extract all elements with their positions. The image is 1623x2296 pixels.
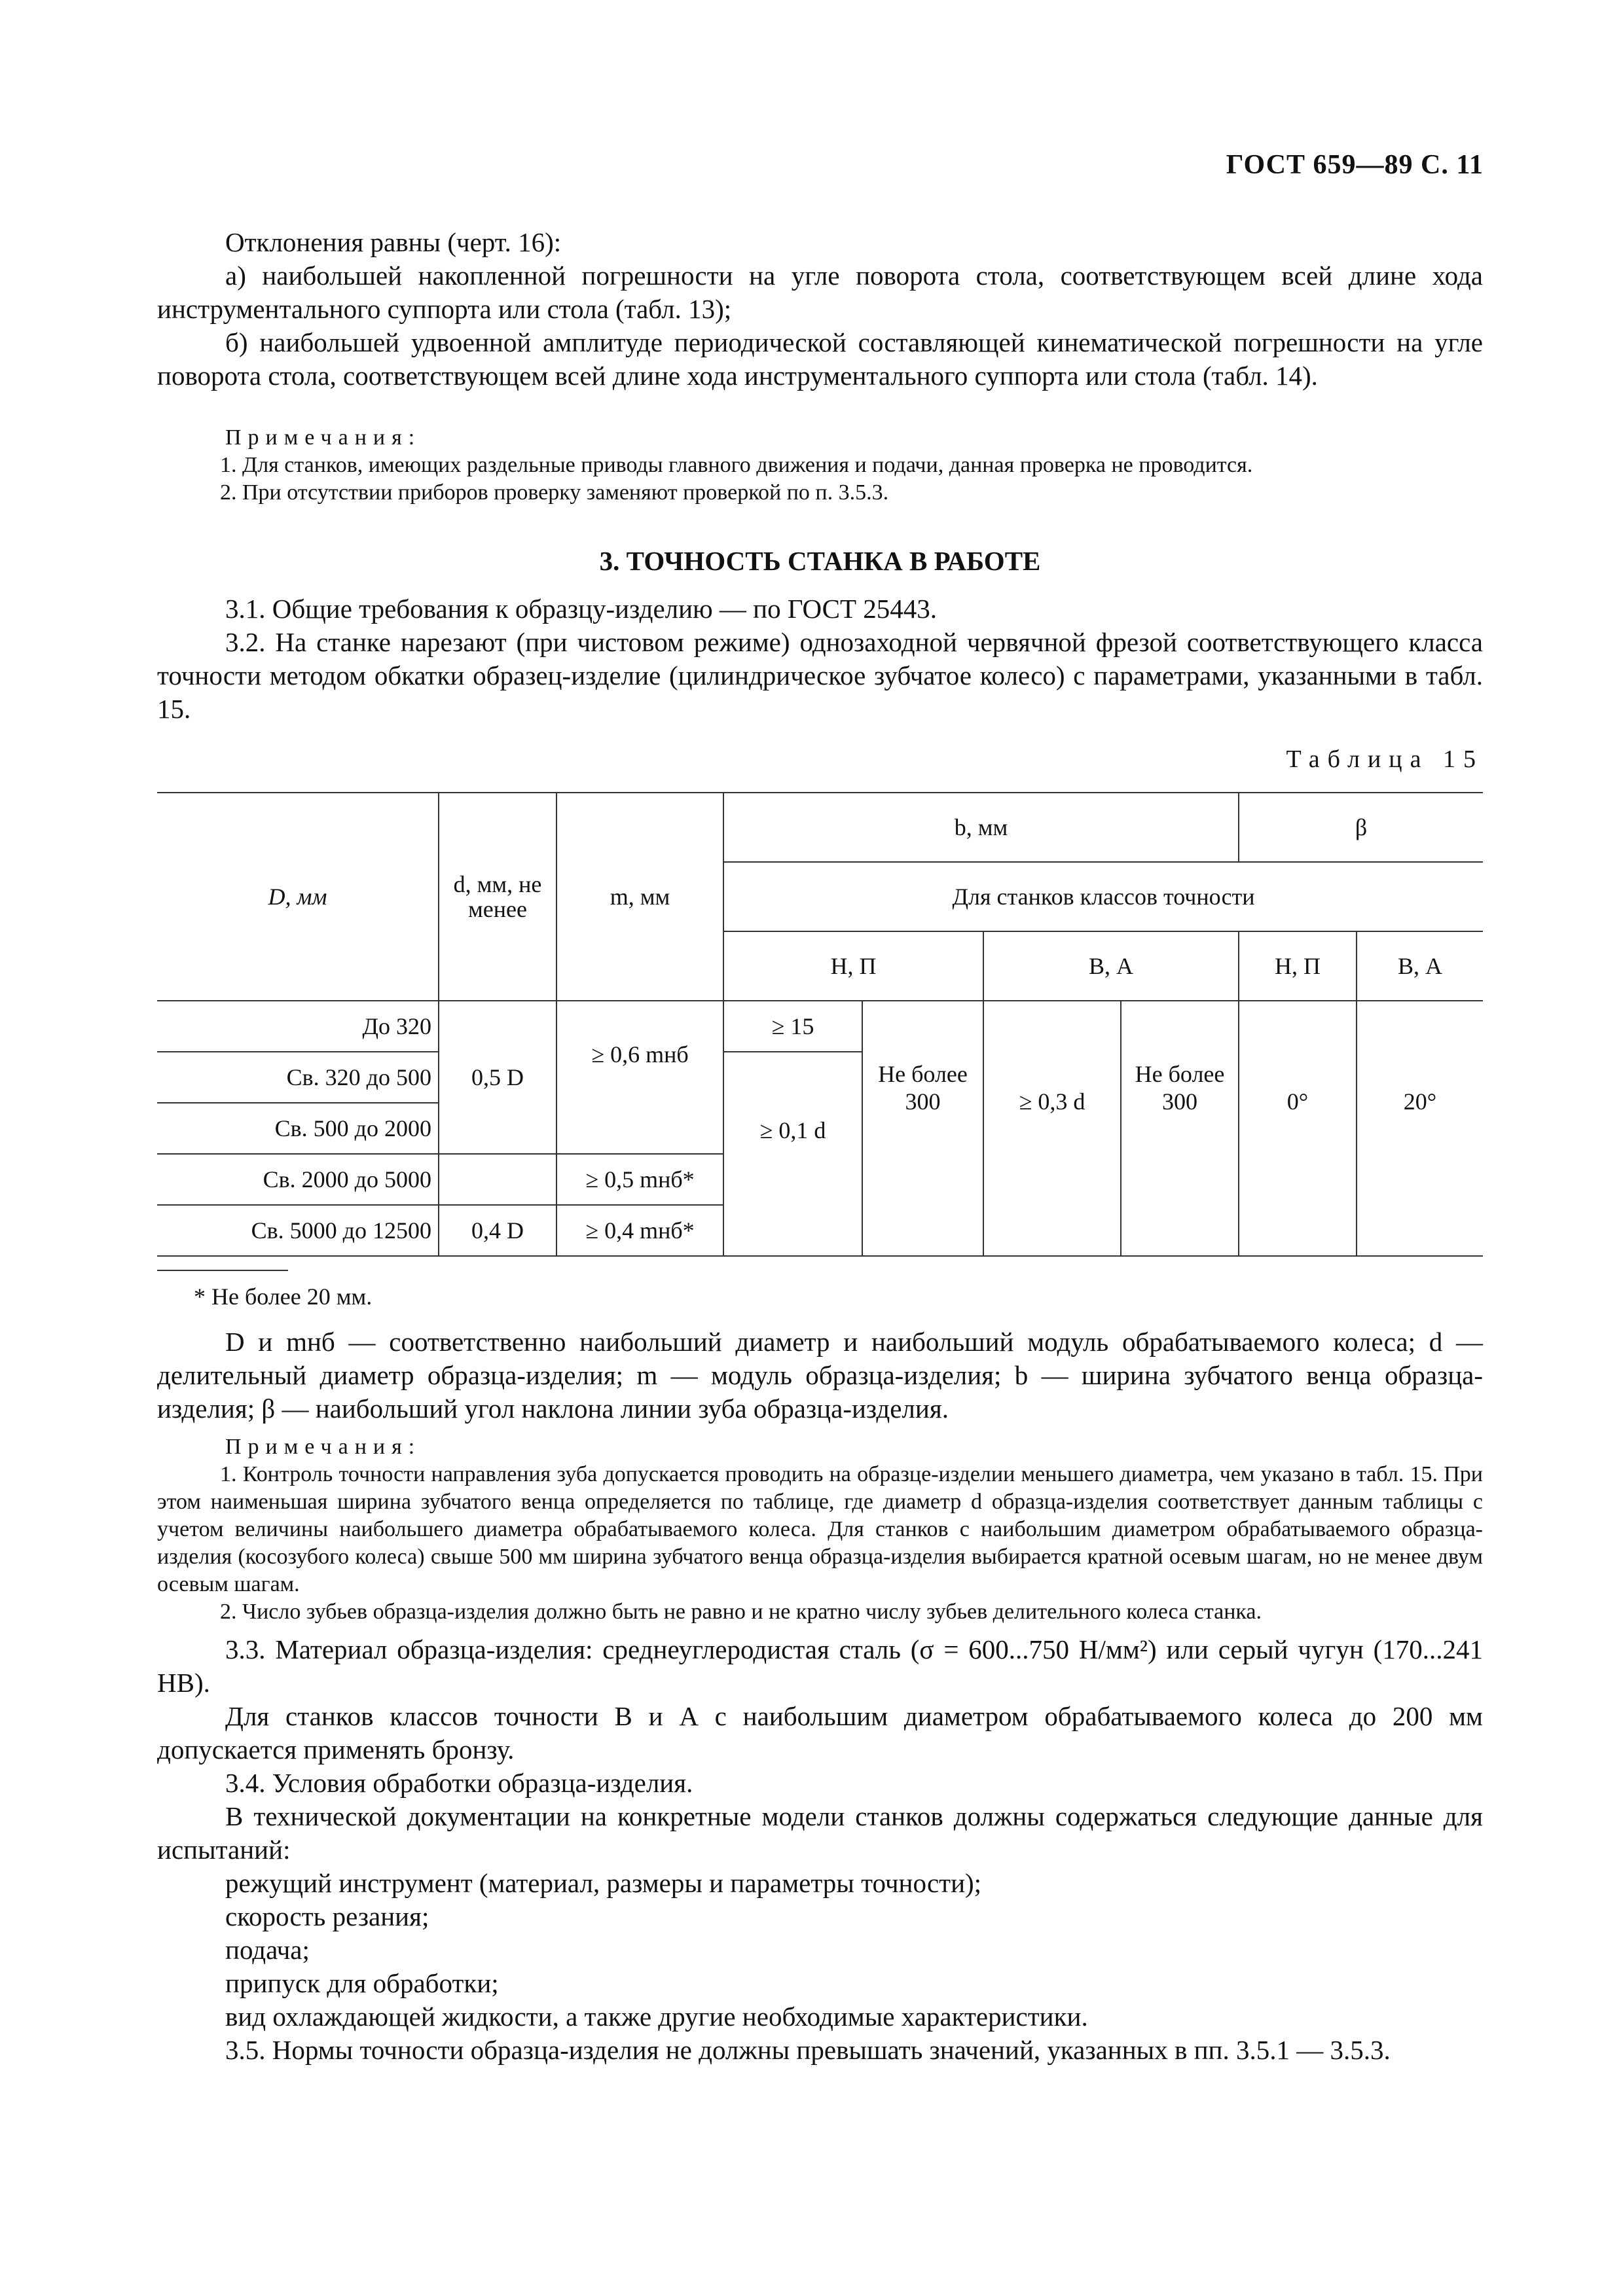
- table-cell-D: Св. 320 до 500: [157, 1052, 439, 1103]
- page-header: ГОСТ 659—89 С. 11: [1226, 150, 1484, 180]
- paragraph-3-3-b: Для станков классов точности В и А с наибольшим диаметром обрабатываемого колеса до 200 мм допускается применять бронзу.: [157, 1701, 1483, 1765]
- table-cell-m: ≥ 0,5 mнб*: [556, 1154, 723, 1205]
- table-cell-D: До 320: [157, 1001, 439, 1052]
- header-classes: Для станков классов точности: [723, 862, 1483, 931]
- definitions-block: [157, 1325, 1483, 1426]
- intro-item-b: б) наибольшей удвоенной амплитуде периодической составляющей кинематической погрешности на угле поворота стола, соответствующем всей длине хода инструментального суппорта или стола (табл. 14).: [157, 327, 1483, 391]
- table-cell-d: [439, 1154, 556, 1205]
- notes-heading: Примечания:: [225, 425, 422, 450]
- list-item: вид охлаждающей жидкости, а также другие необходимые характеристики.: [225, 2001, 1088, 2032]
- table-cell-b-np: ≥ 15: [723, 1001, 862, 1052]
- paragraph-3-4-b: В технической документации на конкретные модели станков должны содержаться следующие данные для испытаний:: [157, 1801, 1483, 1865]
- notes-block-1: [157, 424, 1483, 507]
- intro-block: [157, 226, 1483, 393]
- footnote: * Не более 20 мм.: [194, 1283, 373, 1310]
- header-beta-np: Н, П: [1239, 931, 1357, 1001]
- header-class-np: Н, П: [723, 931, 983, 1001]
- paragraph-3-5: 3.5. Нормы точности образца-изделия не должны превышать значений, указанных в пп. 3.5.1 — 3.5.3.: [225, 2035, 1391, 2065]
- header-class-va: В, А: [983, 931, 1239, 1001]
- table-cell-d: 0,5 D: [439, 1001, 556, 1154]
- notes-block-2: [157, 1433, 1483, 1626]
- table-15: [157, 792, 1483, 1257]
- intro-line: Отклонения равны (черт. 16):: [225, 227, 562, 257]
- header-D: D, мм: [157, 793, 439, 1001]
- table-cell-d: 0,4 D: [439, 1205, 556, 1256]
- paragraph-3-3: 3.3. Материал образца-изделия: среднеуглеродистая сталь (σ = 600...750 Н/мм²) или серый чугун (170...241 НВ).: [157, 1634, 1483, 1698]
- table-cell-beta-np: 0°: [1239, 1001, 1357, 1256]
- header-d: d, мм, не менее: [439, 793, 556, 1001]
- header-beta-va: В, А: [1357, 931, 1483, 1001]
- list-item: подача;: [225, 1935, 310, 1965]
- table-cell-b-va-max: Не более 300: [1121, 1001, 1239, 1256]
- table-cell-b-va: ≥ 0,3 d: [983, 1001, 1121, 1256]
- paragraph-3-1: 3.1. Общие требования к образцу-изделию — по ГОСТ 25443.: [225, 594, 938, 624]
- note-item: 2. При отсутствии приборов проверку заменяют проверкой по п. 3.5.3.: [220, 480, 889, 505]
- tail-block: [157, 1633, 1483, 2067]
- paragraph-3-4: 3.4. Условия обработки образца-изделия.: [225, 1768, 693, 1798]
- footnote-rule: [157, 1270, 288, 1271]
- table-caption: Таблица 15: [1286, 745, 1484, 773]
- note-item: 1. Контроль точности направления зуба допускается проводить на образце-изделии меньшего диаметра, чем указано в табл. 15. При этом наименьшая ширина зубчатого венца определяется по таблице, где диаметр d образца-изделия соответствует данным таблицы с учетом величины наибольшего диаметра обрабатываемого колеса. Для станков с наибольшим диаметром обрабатываемого образца-изделия (косозубого колеса) свыше 500 мм ширина зубчатого венца образца-изделия выбирается кратной осевым шагам, но не менее двум осевым шагам.: [157, 1462, 1483, 1596]
- table-cell-b-np-max: Не более 300: [862, 1001, 983, 1256]
- notes-heading: Примечания:: [225, 1435, 422, 1459]
- definitions: D и mнб — соответственно наибольший диаметр и наибольший модуль обрабатываемого колеса; d — делительный диаметр образца-изделия; m — модуль образца-изделия; b — ширина зубчатого венца образца-изделия; β — наибольший угол наклона линии зуба образца-изделия.: [157, 1327, 1483, 1424]
- table-cell-m: ≥ 0,4 mнб*: [556, 1205, 723, 1256]
- table-cell-D: Св. 5000 до 12500: [157, 1205, 439, 1256]
- note-item: 2. Число зубьев образца-изделия должно быть не равно и не кратно числу зубьев делительного колеса станка.: [220, 1600, 1262, 1624]
- header-m: m, мм: [556, 793, 723, 1001]
- intro-item-a: а) наибольшей накопленной погрешности на угле поворота стола, соответствующем всей длине хода инструментального суппорта или стола (табл. 13);: [157, 260, 1483, 324]
- table-cell-b-np: ≥ 0,1 d: [723, 1052, 862, 1256]
- table-cell-D: Св. 500 до 2000: [157, 1103, 439, 1154]
- table-cell-m: ≥ 0,6 mнб: [556, 1001, 723, 1154]
- header-b: b, мм: [723, 793, 1239, 862]
- note-item: 1. Для станков, имеющих раздельные приводы главного движения и подачи, данная проверка не проводится.: [220, 453, 1253, 477]
- section-3-block: [157, 545, 1483, 726]
- header-beta: β: [1239, 793, 1483, 862]
- paragraph-3-2: 3.2. На станке нарезают (при чистовом режиме) однозаходной червячной фрезой соответствующего класса точности методом обкатки образец-изделие (цилиндрическое зубчатое колесо) с параметрами, указанными в табл. 15.: [157, 627, 1483, 724]
- list-item: скорость резания;: [225, 1901, 429, 1931]
- table-cell-beta-va: 20°: [1357, 1001, 1483, 1256]
- list-item: режущий инструмент (материал, размеры и параметры точности);: [225, 1868, 982, 1898]
- table-cell-D: Св. 2000 до 5000: [157, 1154, 439, 1205]
- list-item: припуск для обработки;: [225, 1968, 499, 1998]
- section-title: 3. ТОЧНОСТЬ СТАНКА В РАБОТЕ: [599, 546, 1041, 576]
